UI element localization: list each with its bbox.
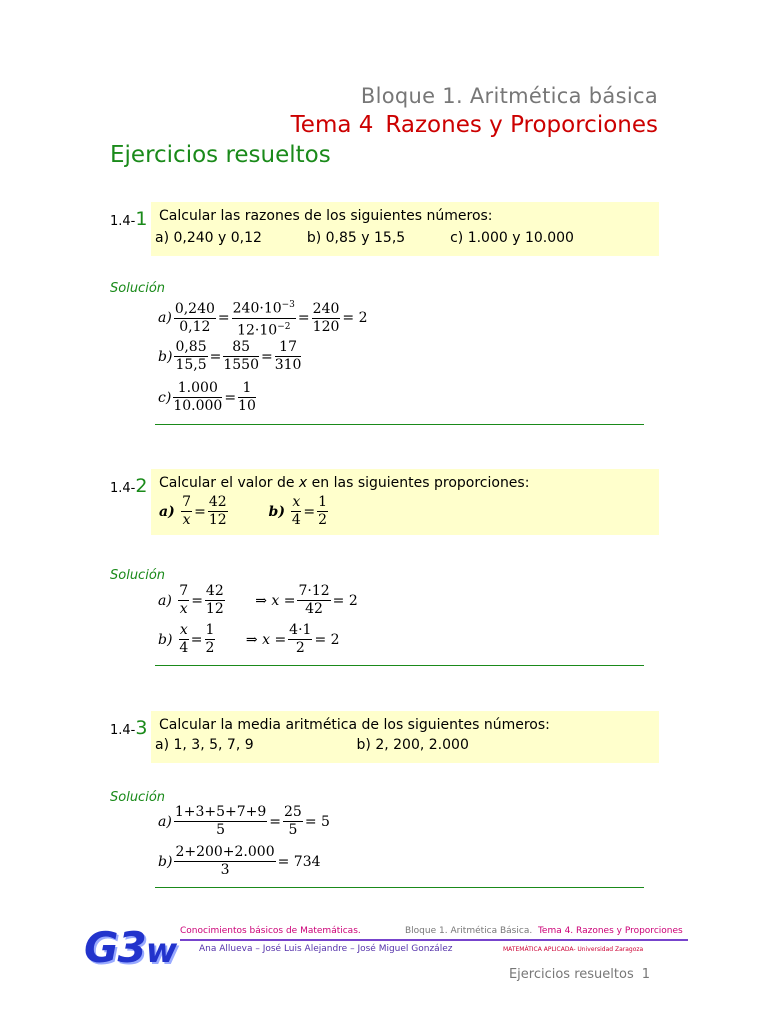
problem-items: [155, 230, 574, 246]
page-number: 1: [641, 967, 650, 982]
solution-line-b: b) $\frac{0,85}{15,5}$ = $\frac{85}{1550}$ = $\frac{17}{310}$: [158, 339, 302, 373]
item-label: c): [158, 389, 172, 406]
fraction: $\frac{0,85}{15,5}$: [175, 339, 207, 373]
fraction: $\frac{25}{5}$: [284, 804, 302, 838]
topic-title: [291, 112, 658, 138]
problem-statement-box: [151, 202, 659, 256]
result: = 734: [277, 853, 321, 870]
problem-index: 2: [135, 475, 148, 497]
item-label: b): [268, 503, 285, 520]
footer-divider: [180, 939, 688, 941]
fraction: $\frac{85}{1550}$: [223, 339, 259, 373]
footer-topic: Bloque 1. Aritmética Básica. Tema 4. Razones y Proporciones: [405, 926, 683, 936]
problem-statement: Calcular la media aritmética de los siguientes números:: [159, 717, 550, 733]
fraction: $\frac{42}{12}$: [208, 494, 227, 528]
problem-item: a) 0,240 y 0,12: [155, 230, 262, 246]
problem-index: 3: [135, 717, 148, 739]
fraction: $\frac{7}{x}$: [179, 583, 189, 617]
page-number-label: Ejercicios resueltos 1: [508, 967, 650, 982]
variable: x =: [271, 592, 296, 609]
course-title: Conocimientos básicos de Matemáticas.: [180, 926, 361, 936]
solution-label: Solución: [110, 790, 166, 805]
solution-label: Solución: [110, 568, 166, 583]
problem-items: [155, 737, 469, 753]
fraction: $\frac{17}{310}$: [274, 339, 302, 373]
divider: [155, 665, 644, 666]
item-label: a): [158, 592, 172, 609]
page-footer: [0, 915, 768, 1024]
topic-name: Razones y Proporciones: [385, 112, 658, 138]
implies-icon: ⇒: [245, 631, 258, 648]
problem-index: 1: [135, 208, 148, 230]
implies-icon: ⇒: [255, 592, 267, 609]
fraction: $\frac{7\cdot 12}{42}$: [298, 583, 330, 617]
fraction: $\frac{x}{4}$: [291, 494, 301, 528]
solution-line-a: a) $\frac{1+3+5+7+9}{5}$ = $\frac{25}{5}$ = 5: [158, 804, 330, 838]
problem-statement: Calcular las razones de los siguientes números:: [159, 208, 493, 224]
problem-number: [110, 475, 147, 497]
result: = 2: [314, 631, 340, 648]
solution-line-b: [158, 845, 321, 878]
problem-items: a) $\frac{7}{x}$ = $\frac{42}{12}$ b) $\frac{x}{4}$ = $\frac{1}{2}$: [159, 494, 327, 528]
fraction: $\frac{1}{2}$: [205, 622, 215, 656]
problem-prefix: 1.4-: [110, 723, 136, 738]
item-label: a): [159, 503, 175, 520]
divider: [155, 887, 644, 888]
solution-line-a: a) $\frac{0,240}{0,12}$ = $\frac{240\cdot 10^{-3}}{12\cdot 10^{-2}}$ = $\frac{240}{120}$ = 2: [158, 300, 368, 339]
fraction: $\frac{1}{2}$: [318, 494, 327, 528]
result: = 2: [342, 310, 368, 327]
fraction: $\frac{4\cdot 1}{2}$: [289, 622, 312, 656]
problem-prefix: 1.4-: [110, 481, 136, 496]
fraction: $\frac{2+200+2.000}{3}$: [175, 844, 275, 878]
fraction: $\frac{0,240}{0,12}$: [174, 300, 215, 335]
section-title: Ejercicios resueltos: [110, 142, 331, 168]
problem-prefix: 1.4-: [110, 214, 136, 229]
g3w-logo: G3w: [84, 923, 177, 972]
topic-number: Tema 4: [290, 112, 374, 138]
problem-statement-box: [151, 711, 659, 763]
item-label: a): [158, 813, 172, 830]
solution-line-b: b) $\frac{x}{4}$ = $\frac{1}{2}$ ⇒ x = $\frac{4\cdot 1}{2}$ = 2: [158, 622, 340, 656]
block-title: Bloque 1. Aritmética básica: [360, 84, 658, 108]
problem-number: [110, 717, 147, 739]
item-label: b): [158, 348, 173, 365]
fraction: $\frac{42}{12}$: [205, 583, 224, 617]
item-label: b): [158, 631, 173, 648]
item-label: b): [158, 853, 173, 870]
fraction: $\frac{1.000}{10.000}$: [173, 380, 223, 414]
authors: Ana Allueva – José Luis Alejandre – José Miguel González: [199, 944, 453, 954]
variable: x =: [262, 631, 287, 648]
fraction: $\frac{x}{4}$: [179, 622, 189, 656]
item-label: a): [158, 310, 172, 327]
fraction: $\frac{240\cdot 10^{-3}}{12\cdot 10^{-2}}$: [232, 300, 295, 339]
problem-item: c) 1.000 y 10.000: [450, 230, 574, 246]
result: = 2: [332, 592, 358, 609]
fraction: $\frac{240}{120}$: [312, 300, 340, 335]
solution-line-a: a) $\frac{7}{x}$ = $\frac{42}{12}$ ⇒ x = $\frac{7\cdot 12}{42}$ = 2: [158, 583, 358, 617]
fraction: $\frac{1}{10}$: [238, 380, 256, 414]
fraction: $\frac{7}{x}$: [182, 494, 192, 528]
problem-item: b) 2, 200, 2.000: [356, 737, 469, 753]
result: = 5: [304, 813, 330, 830]
solution-label: Solución: [110, 281, 166, 296]
divider: [155, 424, 644, 425]
problem-item: a) 1, 3, 5, 7, 9: [155, 737, 254, 753]
solution-line-c: c) $\frac{1.000}{10.000}$ = $\frac{1}{10}$: [158, 380, 256, 414]
department: MATEMÁTICA APLICADA- Universidad Zaragoza: [503, 946, 644, 953]
problem-number: [110, 208, 147, 230]
problem-item: b) 0,85 y 15,5: [306, 230, 406, 246]
fraction: $\frac{1+3+5+7+9}{5}$: [174, 804, 267, 838]
problem-statement-box: [151, 469, 659, 535]
problem-statement: Calcular el valor de x en las siguientes proporciones:: [159, 475, 530, 491]
